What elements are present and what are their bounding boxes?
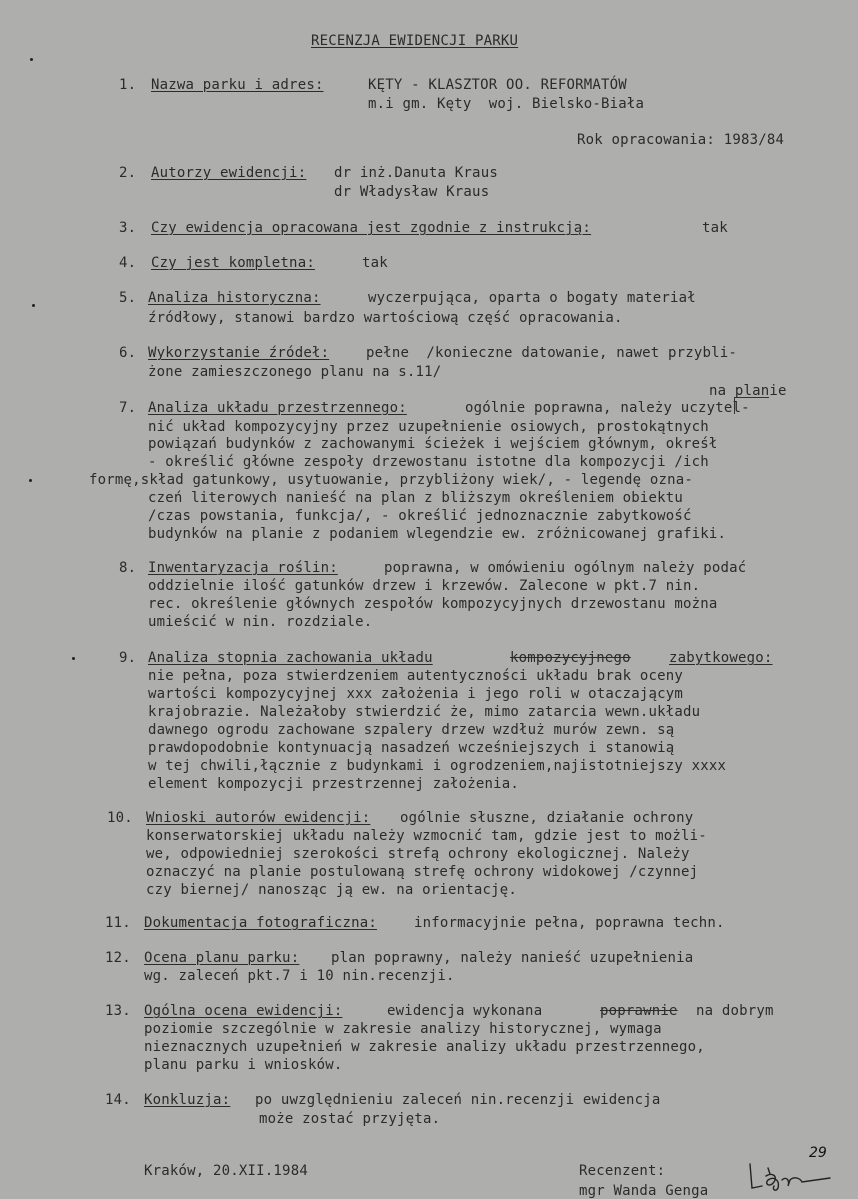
item-14-number: 14. — [105, 1092, 131, 1108]
item-1-number: 1. — [119, 77, 137, 93]
item-10-label: Wnioski autorów ewidencji: — [146, 810, 371, 826]
item-14-text-line: po uwzględnieniu zaleceń nin.recenzji ewidencja — [255, 1092, 661, 1108]
item-9-text-line: krajobrazie. Należałoby stwierdzić że, mimo zatarcia wewn.układu — [148, 704, 701, 720]
item-4-number: 4. — [119, 255, 137, 271]
item-1-text-line: m.i gm. Kęty woj. Bielsko-Biała — [368, 96, 645, 112]
item-7-text-line: ogólnie poprawna, należy uczytel- — [465, 400, 750, 416]
reviewer-label: Recenzent: — [579, 1163, 666, 1179]
item-8-label: Inwentaryzacja roślin: — [148, 560, 338, 576]
item-5-label: Analiza historyczna: — [148, 290, 321, 306]
item-8-number: 8. — [119, 560, 137, 576]
item-12-label: Ocena planu parku: — [144, 950, 300, 966]
item-2-number: 2. — [119, 165, 137, 181]
item-2-label: Autorzy ewidencji: — [151, 165, 307, 181]
item-10-number: 10. — [107, 810, 133, 826]
item-10-text-line: we, odpowiedniej szerokości strefą ochrony ekologicznej. Należy — [146, 846, 690, 862]
item-5-number: 5. — [119, 290, 137, 306]
item-7-insertion: na planie — [709, 383, 787, 399]
item-11-number: 11. — [105, 915, 131, 931]
item-1-label: Nazwa parku i adres: — [151, 77, 324, 93]
item-10-text-line: konserwatorskiej układu należy wzmocnić tam, gdzie jest to możli- — [146, 828, 707, 844]
scan-speck — [32, 304, 35, 307]
item-10-text-line: oznaczyć na planie postulowaną strefę ochrony widokowej /czynnej — [146, 864, 699, 880]
item-6-label: Wykorzystanie źródeł: — [148, 345, 330, 361]
item-9-label: Analiza stopnia zachowania układu — [148, 650, 433, 666]
page-number: 29 — [809, 1145, 827, 1161]
item-9-text-line: dawnego ogrodu zachowane szpalery drzew wzdłuż murów zewn. są — [148, 722, 675, 738]
item-10-text-line: czy biernej/ nanosząc ją ew. na orientację. — [146, 882, 518, 898]
item-7-text-line: czeń literowych nanieść na plan z bliższym określeniem obiektu — [148, 490, 683, 506]
item-3-number: 3. — [119, 220, 137, 236]
item-2-text-line: dr Władysław Kraus — [334, 184, 490, 200]
item-9-label-end: zabytkowego: — [669, 650, 773, 666]
item-8-text-line: oddzielnie ilość gatunków drzew i krzewów. Zalecone w pkt.7 nin. — [148, 578, 701, 594]
item-7-number: 7. — [119, 400, 137, 416]
item-9-text-line: element kompozycji przestrzennej założenia. — [148, 776, 520, 792]
page-title: RECENZJA EWIDENCJI PARKU — [311, 33, 519, 49]
scan-speck — [30, 58, 33, 61]
year-of-preparation: Rok opracowania: 1983/84 — [577, 132, 785, 148]
item-4-text-line: tak — [362, 255, 388, 271]
item-8-text-line: rec. określenie głównych zespołów kompozycyjnych drzewostanu można — [148, 596, 718, 612]
item-13-struck-word: poprawnie — [600, 1003, 678, 1019]
item-12-number: 12. — [105, 950, 131, 966]
reviewer-name: mgr Wanda Genga — [579, 1183, 709, 1199]
scan-speck — [72, 657, 75, 660]
item-9-text-line: prawdopodobnie kontynuacją nasadzeń wcześniejszych i stanowią — [148, 740, 675, 756]
item-5-text-line: źródłowy, stanowi bardzo wartościową część opracowania. — [148, 310, 623, 326]
item-6-text-line: pełne /konieczne datowanie, nawet przybli- — [366, 345, 738, 361]
item-3-label: Czy ewidencja opracowana jest zgodnie z instrukcją: — [151, 220, 592, 236]
item-7-text-line: nić układ kompozycyjny przez uzupełnienie osiowych, prostokątnych — [148, 419, 709, 435]
item-13-text-line: poziomie szczególnie w zakresie analizy historycznej, wymaga — [144, 1021, 662, 1037]
item-14-label: Konkluzja: — [144, 1092, 231, 1108]
item-13-number: 13. — [105, 1003, 131, 1019]
scan-speck — [29, 479, 32, 482]
item-13-text-line: ewidencja wykonana — [387, 1003, 543, 1019]
item-9-text-line: nie pełna, poza stwierdzeniem autentyczności układu brak oceny — [148, 668, 683, 684]
item-3-text-line: tak — [702, 220, 728, 236]
item-7-text-line: formę,skład gatunkowy, usytuowanie, przybliżony wiek/, - legendę ozna- — [89, 472, 694, 488]
item-2-text-line: dr inż.Danuta Kraus — [334, 165, 498, 181]
item-8-text-line: umieścić w nin. rozdziale. — [148, 614, 373, 630]
handwritten-signature — [744, 1158, 834, 1194]
item-7-text-line: powiązań budynków z zachowanymi ścieżek i wejściem głównym, okreśł — [148, 436, 718, 452]
item-9-text-line: w tej chwili,łącznie z budynkami i ogrodzeniem,najistotniejszy xxxx — [148, 758, 727, 774]
item-13-text-line: planu parku i wniosków. — [144, 1057, 343, 1073]
item-11-label: Dokumentacja fotograficzna: — [144, 915, 377, 931]
item-11-text-line: informacyjnie pełna, poprawna techn. — [414, 915, 725, 931]
item-6-text-line: żone zamieszczonego planu na s.11/ — [148, 364, 442, 380]
item-7-text-line: /czas powstania, funkcja/, - określić jednoznacznie zabytkowość — [148, 508, 692, 524]
item-5-text-line: wyczerpująca, oparta o bogaty materiał — [368, 290, 696, 306]
item-14-text-line: może zostać przyjęta. — [259, 1111, 441, 1127]
place-and-date: Kraków, 20.XII.1984 — [144, 1163, 308, 1179]
item-12-text-line: plan poprawny, należy nanieść uzupełnienia — [331, 950, 694, 966]
item-7-label: Analiza układu przestrzennego: — [148, 400, 407, 416]
item-7-text-line: - określić główne zespoły drzewostanu istotne dla kompozycji /ich — [148, 454, 709, 470]
item-1-text-line: KĘTY - KLASZTOR OO. REFORMATÓW — [368, 77, 627, 93]
item-6-number: 6. — [119, 345, 137, 361]
item-9-text-line: wartości kompozycyjnej xxx założenia i jego roli w otaczającym — [148, 686, 683, 702]
item-10-text-line: ogólnie słuszne, działanie ochrony — [400, 810, 694, 826]
item-13-text-line: nieznacznych uzupełnień w zakresie analizy układu przestrzennego, — [144, 1039, 705, 1055]
item-9-number: 9. — [119, 650, 137, 666]
item-7-text-line: budynków na planie z podaniem wlegendzie ew. zróżnicowanej grafiki. — [148, 526, 727, 542]
item-8-text-line: poprawna, w omówieniu ogólnym należy podać — [384, 560, 747, 576]
item-13-label: Ogólna ocena ewidencji: — [144, 1003, 343, 1019]
item-13-text-line: na dobrym — [696, 1003, 774, 1019]
item-4-label: Czy jest kompletna: — [151, 255, 315, 271]
item-9-struck-word: kompozycyjnego — [510, 650, 631, 666]
item-12-text-line: wg. zaleceń pkt.7 i 10 nin.recenzji. — [144, 968, 455, 984]
